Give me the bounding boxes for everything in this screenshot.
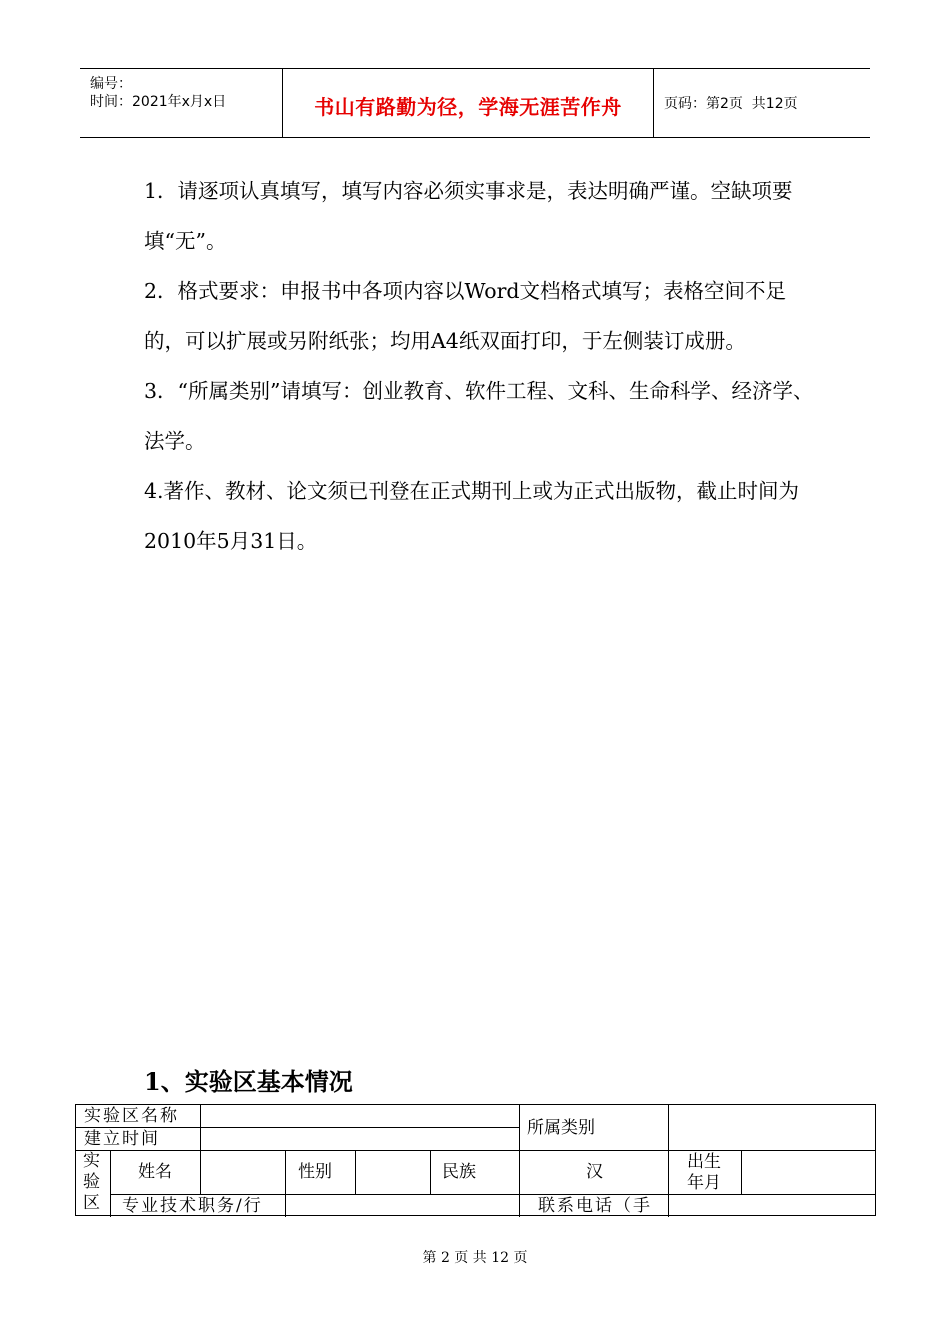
document-number-label: 编号： <box>90 76 132 92</box>
instruction-item: 3．“所属类别”请填写：创业教育、软件工程、文科、生命科学、经济学、法学。 <box>144 379 814 453</box>
page-header <box>80 68 870 138</box>
table-rule <box>741 1150 742 1194</box>
instruction-item: 1．请逐项认真填写，填写内容必须实事求是，表达明确严谨。空缺项要填“无”。 <box>144 179 793 253</box>
table-rule <box>110 1194 875 1195</box>
gender-label: 性别 <box>298 1162 332 1182</box>
table-rule <box>110 1150 111 1217</box>
table-rule <box>200 1105 201 1151</box>
header-motto-cell <box>283 69 654 137</box>
category-label: 所属类别 <box>527 1118 595 1138</box>
phone-label: 联系电话（手 <box>538 1196 652 1216</box>
table-rule <box>76 1150 875 1151</box>
document-date: 时间：2021年x月x日 <box>90 94 227 110</box>
section-title: 1、实验区基本情况 <box>144 1067 353 1096</box>
instruction-item: 4.著作、教材、论文须已刊登在正式期刊上或为正式出版物，截止时间为2010年5月31日。 <box>144 479 800 553</box>
instruction-item: 2．格式要求：申报书中各项内容以Word文档格式填写；表格空间不足的，可以扩展或另附纸张；均用A4纸双面打印，于左侧装订成册。 <box>144 279 786 353</box>
header-page-info: 页码：第2页 共12页 <box>664 96 798 112</box>
table-rule <box>355 1150 356 1194</box>
header-motto: 书山有路勤为径，学海无涯苦作舟 <box>314 95 622 119</box>
ethnicity-label: 民族 <box>442 1162 476 1182</box>
header-meta-cell <box>80 69 283 137</box>
professional-title-label: 专业技术职务/行 <box>122 1196 263 1216</box>
table-rule <box>668 1105 669 1217</box>
experiment-zone-name-label: 实验区名称 <box>84 1106 179 1126</box>
table-rule <box>76 1127 519 1128</box>
ethnicity-value: 汉 <box>586 1162 603 1182</box>
founded-time-label: 建立时间 <box>84 1129 160 1149</box>
table-rule <box>430 1150 431 1194</box>
table-rule <box>519 1105 520 1217</box>
birth-date-label: 出生年月 <box>687 1152 721 1193</box>
name-field-label: 姓名 <box>138 1162 172 1182</box>
leader-group-label: 实验区 <box>83 1151 100 1213</box>
table-rule <box>200 1150 201 1194</box>
instructions <box>144 166 816 566</box>
page-footer: 第 2 页 共 12 页 <box>422 1250 528 1266</box>
basic-info-table <box>75 1104 876 1216</box>
table-rule <box>285 1150 286 1217</box>
